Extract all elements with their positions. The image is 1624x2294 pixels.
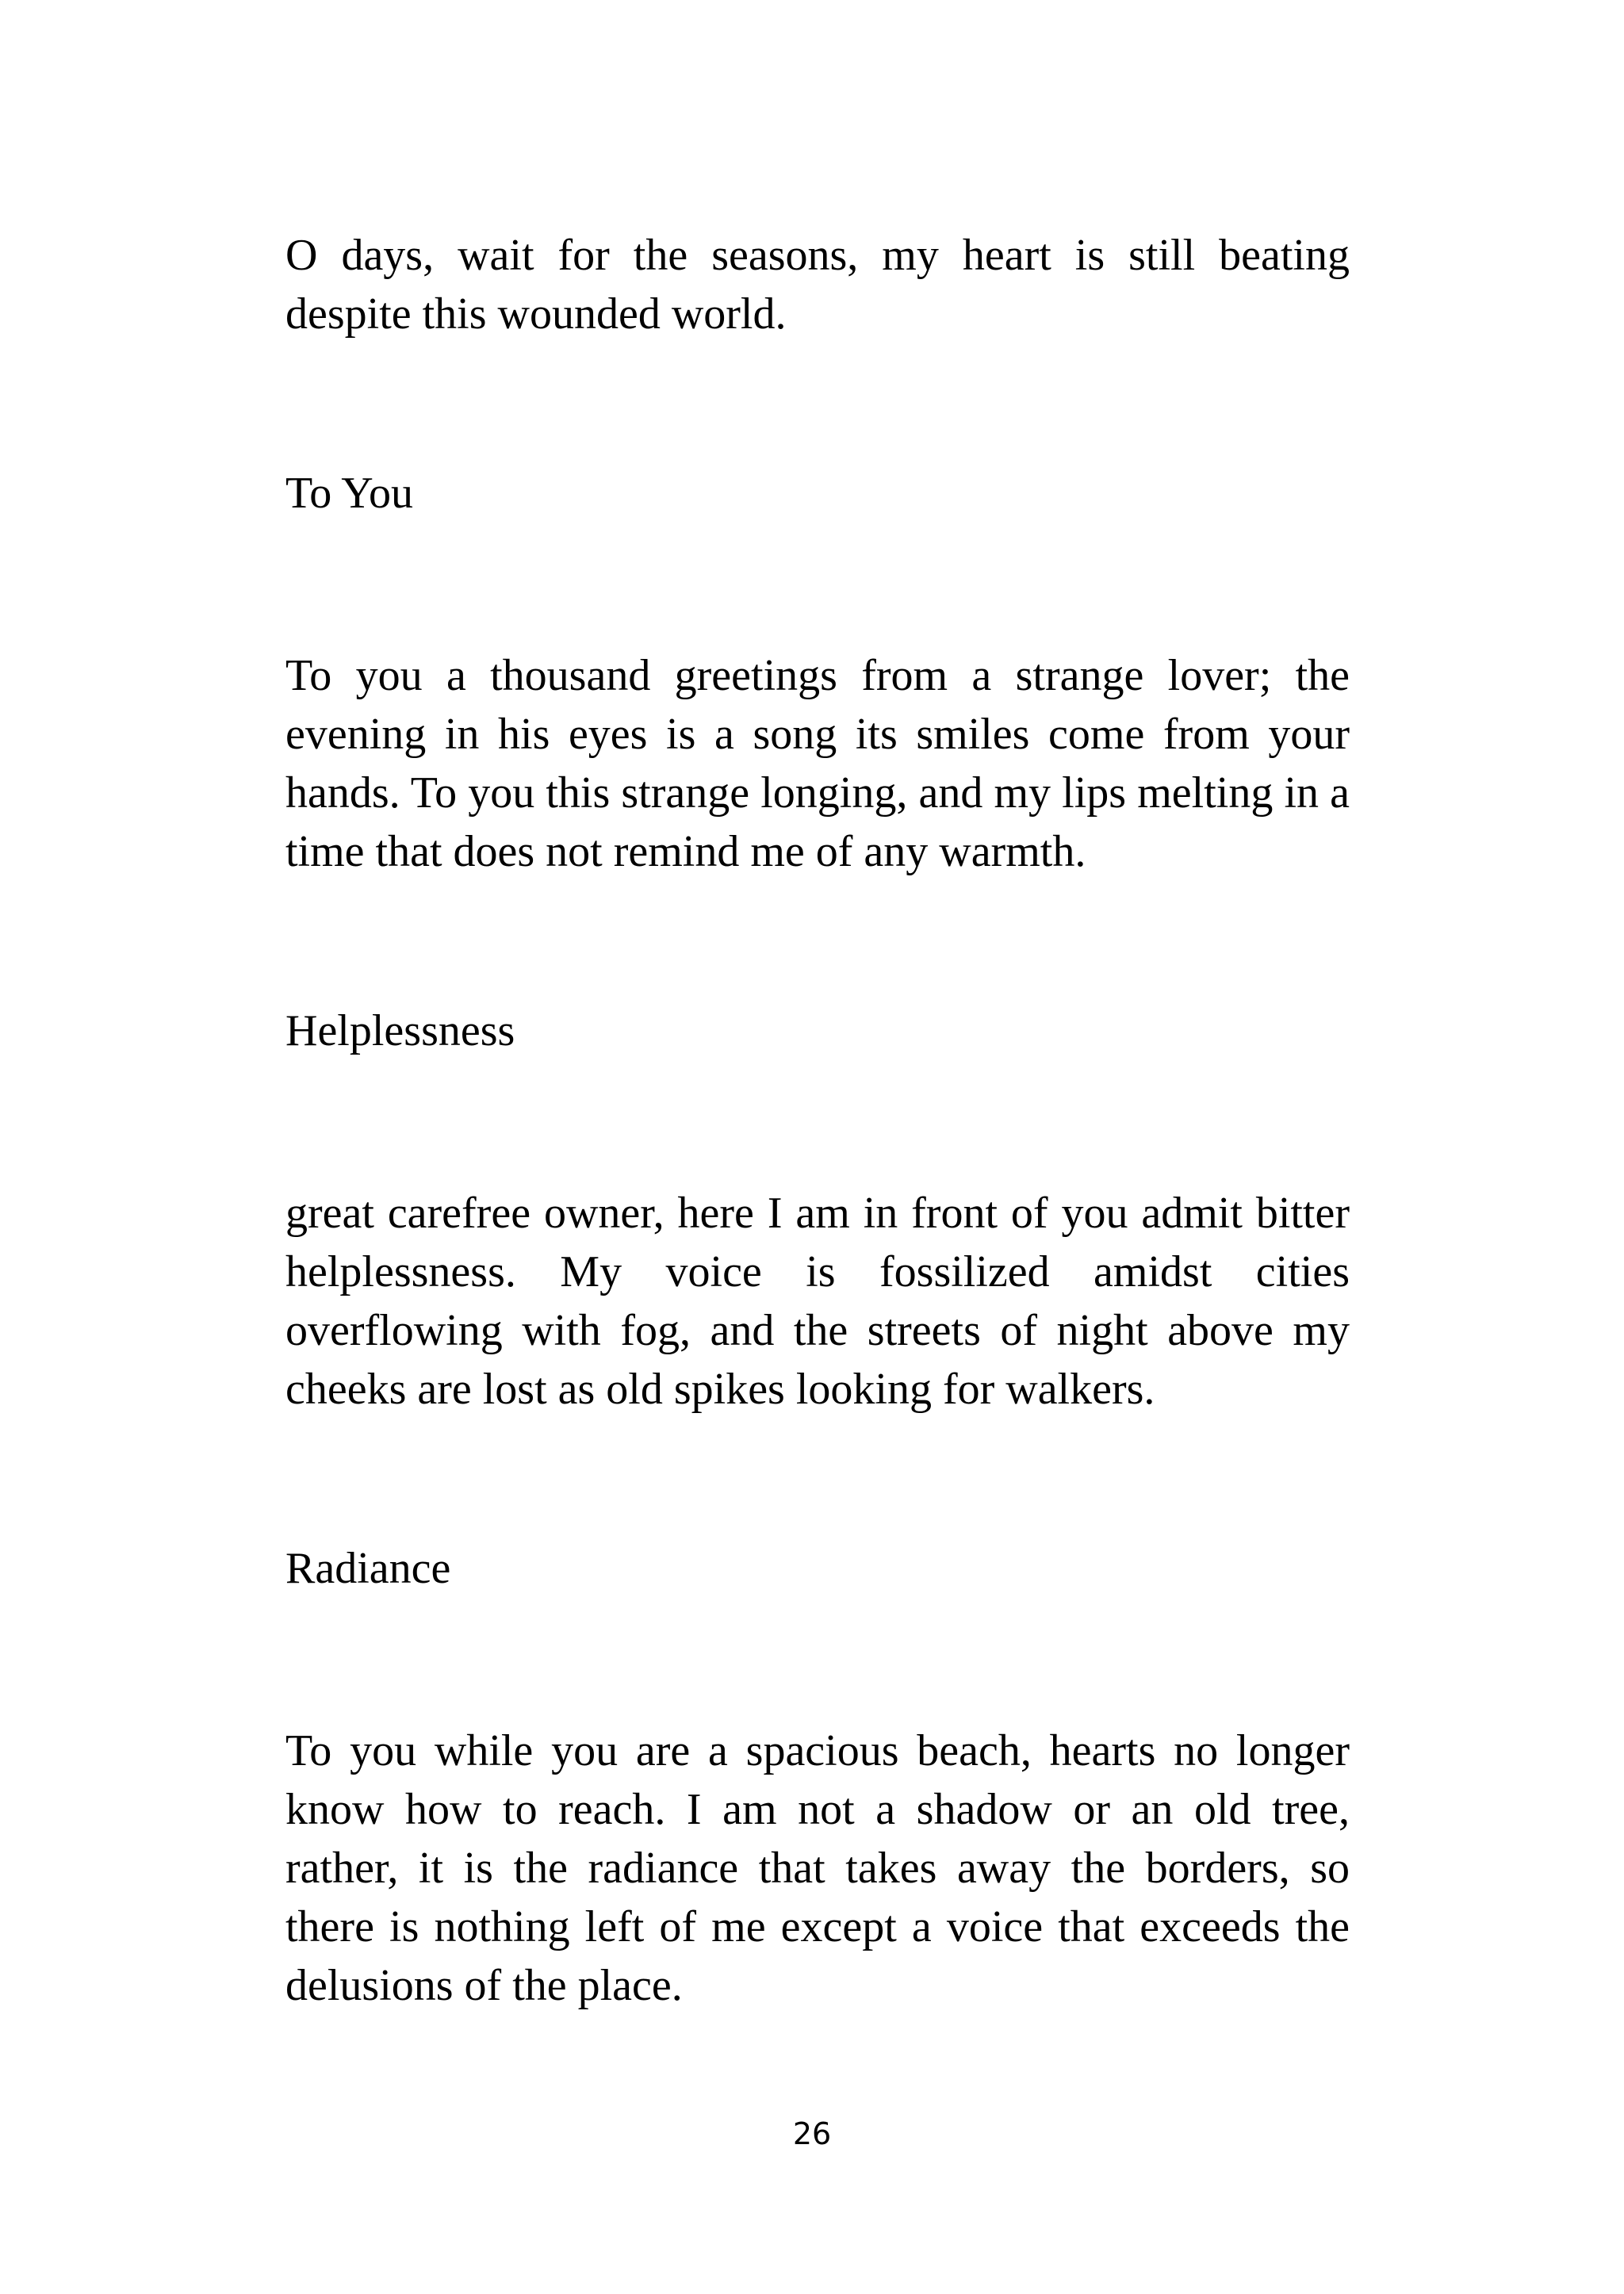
paragraph-helplessness: great carefree owner, here I am in front of you admit bitter helplessness. My voice is fossilized amidst cities overflowing with fog, and the streets of night above my cheeks are lost as old spikes looking for walkers. — [285, 1189, 1350, 1414]
poem-title-helplessness: Helplessness — [285, 1006, 515, 1055]
paragraph-opening: O days, wait for the seasons, my heart is still beating despite this wounded world. — [285, 231, 1350, 339]
page-number: 26 — [792, 2116, 832, 2151]
poem-title-radiance: Radiance — [285, 1544, 451, 1593]
paragraph-to-you: To you a thousand greetings from a strange lover; the evening in his eyes is a song its smiles come from your hands. To you this strange longing, and my lips melting in a time that does not remind me of any warmth. — [285, 651, 1350, 876]
paragraph-radiance: To you while you are a spacious beach, hearts no longer know how to reach. I am not a shadow or an old tree, rather, it is the radiance that takes away the borders, so there is nothing left of me except a voice that exceeds the delusions of the place. — [285, 1726, 1350, 2010]
poem-title-to-you: To You — [285, 469, 414, 518]
